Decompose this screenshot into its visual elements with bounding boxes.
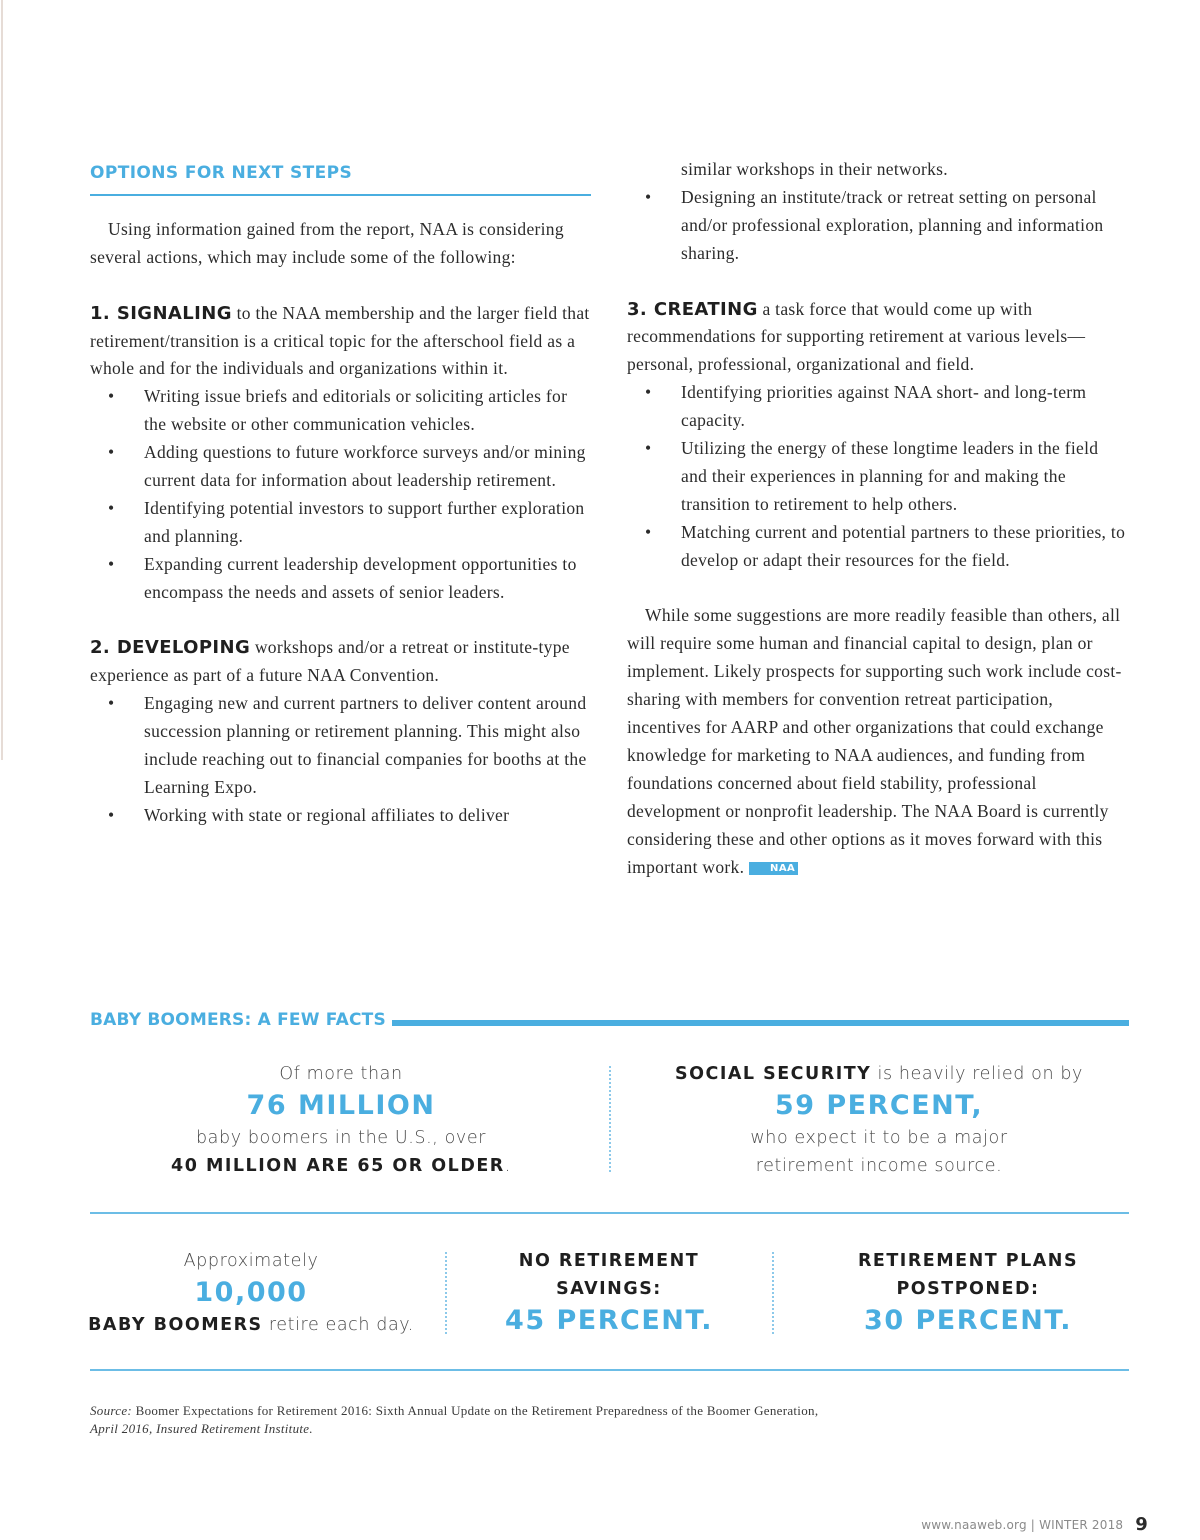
list-item — [627, 156, 1129, 184]
facts-title: BABY BOOMERS: A FEW FACTS — [90, 1010, 392, 1030]
naa-logo-badge: NAA — [749, 862, 798, 875]
closing-paragraph — [627, 602, 1129, 881]
fact-bold-text: 40 MILLION ARE 65 OR OLDER — [171, 1156, 505, 1176]
list-item — [90, 802, 594, 830]
bullet-text: Designing an institute/track or retreat setting on personal and/or professional exploration, planning and information sharing. — [681, 186, 1104, 263]
fact-bold-text: SAVINGS: — [556, 1279, 662, 1299]
vertical-dotted-divider — [609, 1066, 611, 1172]
bullet-text-continued: similar workshops in their networks. — [681, 159, 948, 179]
fact-76-million — [90, 1060, 592, 1180]
list-item — [627, 184, 1129, 268]
fact-text: baby boomers in the U.S., over — [195, 1128, 487, 1148]
fact-bold-text: POSTPONED: — [896, 1279, 1040, 1299]
bullet-icon: • — [108, 386, 115, 407]
footer-text: www.naaweb.org | WINTER 2018 — [921, 1518, 1124, 1532]
fact-figure: 76 MILLION — [246, 1090, 436, 1121]
bullet-text: Working with state or regional affiliates to deliver — [144, 804, 510, 825]
vertical-dotted-divider — [772, 1252, 774, 1334]
item2-paragraph — [90, 634, 594, 690]
item2-bullet-list — [90, 690, 594, 830]
page-number: 9 — [1135, 1514, 1148, 1535]
fact-text — [60, 1311, 442, 1339]
list-item — [90, 495, 594, 551]
bullet-text: Identifying priorities against NAA short- and long-term capacity. — [681, 382, 1087, 431]
bullet-icon: • — [645, 438, 652, 459]
item3-lead: 3. CREATING — [627, 298, 758, 320]
fact-text: retirement income source. — [755, 1156, 1003, 1176]
fact-retirement-postponed — [792, 1247, 1144, 1339]
fact-text: who expect it to be a major — [750, 1128, 1008, 1148]
bullet-icon: • — [108, 553, 115, 574]
list-item — [627, 379, 1129, 435]
item1-text: to the NAA membership and the larger field that retirement/transition is a critical topic for the afterschool field as a whole and for the individuals and organizations within it. — [90, 302, 590, 379]
list-item — [90, 439, 594, 495]
bullet-text: Utilizing the energy of these longtime leaders in the field and their experiences in planning for and making the transition to retirement to help others. — [681, 438, 1099, 514]
fact-figure: 10,000 — [194, 1277, 308, 1308]
bullet-text: Adding questions to future workforce surveys and/or mining current data for information about leadership retirement. — [144, 442, 586, 491]
fact-figure: 45 PERCENT. — [505, 1305, 713, 1336]
bullet-text: Matching current and potential partners to these priorities, to develop or adapt their resources for the field. — [681, 521, 1126, 570]
bullet-text: Engaging new and current partners to deliver content around succession planning or retirement planning. This might also include reaching out to financial companies for booths at the Learning Expo. — [144, 693, 587, 797]
fact-text: Of more than — [279, 1064, 403, 1084]
list-item — [627, 435, 1129, 519]
bullet-icon: • — [108, 693, 115, 714]
source-label: Source: — [90, 1403, 133, 1418]
fact-bold-text: RETIREMENT PLANS — [857, 1251, 1079, 1271]
bullet-icon: • — [108, 442, 115, 463]
bullet-icon: • — [645, 521, 652, 542]
bullet-text: Identifying potential investors to support further exploration and planning. — [144, 497, 585, 546]
list-item — [90, 551, 594, 607]
bullet-icon: • — [108, 804, 115, 825]
right-column — [627, 156, 1129, 882]
item3-paragraph — [627, 296, 1129, 380]
item1-bullet-list — [90, 383, 594, 606]
fact-text: Approximately — [183, 1251, 319, 1271]
bullet-icon: • — [645, 382, 652, 403]
item1-paragraph — [90, 300, 594, 384]
fact-text-end: . — [504, 1156, 511, 1176]
item2-lead: 2. DEVELOPING — [90, 637, 251, 659]
fact-bold-text: SOCIAL SECURITY — [675, 1064, 872, 1084]
fact-text-end: retire each day. — [262, 1315, 414, 1335]
left-column — [90, 156, 594, 830]
fact-text — [628, 1060, 1130, 1088]
fact-figure: 59 PERCENT, — [774, 1090, 984, 1121]
closing-text: While some suggestions are more readily feasible than others, all will require some human and financial capital to design, plan or implement. Likely prospects for supporting such work include cost-sharing with members for convention retreat participation, incentives for AARP and other organizations that could exchange knowledge for marketing to NAA audiences, and funding from foundations concerned about field stability, professional development or nonprofit leadership. The NAA Board is currently considering these and other options as it moves forward with this important work. — [627, 605, 1122, 877]
section-title-options: OPTIONS FOR NEXT STEPS — [90, 156, 591, 196]
fact-59-percent — [628, 1060, 1130, 1180]
list-item — [90, 383, 594, 439]
fact-text-rest: is heavily relied on by — [871, 1064, 1083, 1084]
bullet-text: Writing issue briefs and editorials or soliciting articles for the website or other communication vehicles. — [144, 386, 568, 435]
vertical-dotted-divider — [445, 1252, 447, 1334]
source-text: Boomer Expectations for Retirement 2016: Sixth Annual Update on the Retirement Preparedness of the Boomer Generation, — [132, 1403, 819, 1418]
list-item — [90, 690, 594, 802]
fact-10000 — [60, 1247, 442, 1339]
list-item — [627, 519, 1129, 575]
fact-no-retirement-savings — [458, 1247, 760, 1339]
item3-bullet-list — [627, 379, 1129, 574]
page-footer — [921, 1514, 1148, 1535]
horizontal-divider — [90, 1369, 1129, 1371]
bullet-text: Expanding current leadership development opportunities to encompass the needs and assets of senior leaders. — [144, 553, 577, 602]
bullet-icon: • — [645, 186, 652, 207]
bullet-icon: • — [108, 497, 115, 518]
fact-bold-text: BABY BOOMERS — [88, 1315, 263, 1335]
intro-paragraph: Using information gained from the report, NAA is considering several actions, which may include some of the following: — [90, 218, 564, 267]
item1-lead: 1. SIGNALING — [90, 302, 232, 324]
fact-text — [90, 1152, 592, 1180]
page-edge-line — [1, 0, 3, 760]
fact-figure: 30 PERCENT. — [864, 1305, 1072, 1336]
source-citation — [90, 1402, 990, 1438]
fact-bold-text: NO RETIREMENT — [518, 1251, 700, 1271]
item2-text: workshops and/or a retreat or institute-type experience as part of a future NAA Convention. — [90, 637, 570, 686]
facts-title-rule — [384, 1020, 1129, 1026]
item2-bullet-list-continued — [627, 156, 1129, 268]
source-text-line2: April 2016, Insured Retirement Institute. — [90, 1421, 313, 1436]
item3-text: a task force that would come up with recommendations for supporting retirement at various levels—personal, professional, organizational and field. — [627, 298, 1086, 375]
horizontal-divider — [90, 1212, 1129, 1214]
